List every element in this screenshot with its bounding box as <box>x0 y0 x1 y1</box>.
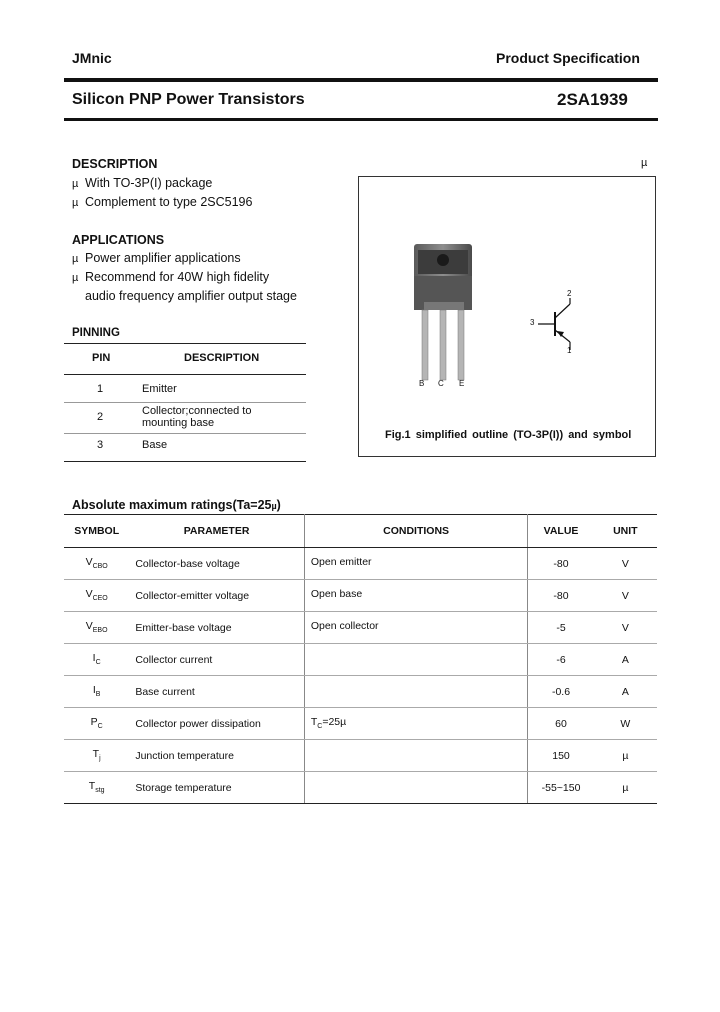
pin-description: Emitter <box>142 383 177 395</box>
bullet-icon: µ <box>72 197 79 209</box>
pinning-row <box>64 403 306 434</box>
symbol-cell: $V_{EBO}$ <box>64 612 129 644</box>
company-name: JMnic <box>72 50 112 66</box>
application-item <box>72 251 241 265</box>
pin-description-line: Collector;connected to <box>142 405 252 417</box>
pinning-table <box>64 343 306 462</box>
pinning-row <box>64 434 306 462</box>
symbol-cell: $P_C$ <box>64 708 129 740</box>
pin-number: 3 <box>97 439 104 451</box>
unit-cell: A <box>594 676 657 708</box>
figure-corner-glyph: µ <box>641 157 648 169</box>
description-text: With TO-3P(I) package <box>85 176 213 190</box>
leg-label-b: B <box>419 379 425 388</box>
lead-emitter <box>458 310 464 380</box>
value-cell: -55~150 <box>528 772 594 804</box>
conditions-cell <box>304 740 528 772</box>
symbol-pin-1: 1 <box>567 346 572 355</box>
symbol-pin-2: 2 <box>567 289 572 298</box>
ratings-table <box>64 514 657 804</box>
ratings-row <box>64 580 657 612</box>
conditions-cell <box>304 676 528 708</box>
ratings-row <box>64 676 657 708</box>
product-title: Silicon PNP Power Transistors <box>72 91 305 108</box>
package-foot <box>424 302 464 310</box>
value-cell: -80 <box>528 580 594 612</box>
application-text: Recommend for 40W high fidelity <box>85 270 270 284</box>
lead-base <box>422 310 428 380</box>
ratings-title <box>72 498 281 512</box>
pin-description-header: DESCRIPTION <box>184 352 260 364</box>
value-cell: -80 <box>528 548 594 580</box>
symbol-pin-3: 3 <box>530 318 535 327</box>
application-text: audio frequency amplifier output stage <box>85 289 297 303</box>
pinning-header-row <box>64 343 306 375</box>
unit-cell: V <box>594 612 657 644</box>
applications-heading: APPLICATIONS <box>72 233 165 247</box>
unit-cell: µ <box>594 740 657 772</box>
leg-label-e: E <box>459 379 465 388</box>
lead-collector <box>440 310 446 380</box>
ratings-row <box>64 644 657 676</box>
application-item <box>72 270 269 284</box>
conditions-cell <box>304 772 528 804</box>
unit-cell: V <box>594 548 657 580</box>
symbol-cell: $V_{CBO}$ <box>64 548 129 580</box>
pnp-transistor-symbol <box>538 298 578 350</box>
parameter-cell: Emitter-base voltage <box>129 612 304 644</box>
value-column-header: VALUE <box>528 515 594 548</box>
description-heading: DESCRIPTION <box>72 157 158 171</box>
pin-description: Base <box>142 439 168 451</box>
unit-cell: W <box>594 708 657 740</box>
conditions-cell <box>304 644 528 676</box>
unit-column-header: UNIT <box>594 515 657 548</box>
parameter-cell: Collector-base voltage <box>129 548 304 580</box>
parameter-cell: Storage temperature <box>129 772 304 804</box>
degree-celsius-glyph: µ <box>271 501 277 511</box>
conditions-cell: $T_C=25\mu$ <box>304 708 528 740</box>
ratings-row <box>64 612 657 644</box>
to3p-package-outline <box>400 236 490 394</box>
conditions-cell: Open collector <box>304 612 528 644</box>
application-text: Power amplifier applications <box>85 251 241 265</box>
ratings-row <box>64 772 657 804</box>
pinning-row <box>64 375 306 403</box>
pin-column-header: PIN <box>92 352 111 364</box>
header-rule-top <box>64 78 658 82</box>
figure-caption: Fig.1 simplified outline (TO-3P(I)) and symbol <box>385 429 632 441</box>
parameter-cell: Collector current <box>129 644 304 676</box>
symbol-cell: $T_{stg}$ <box>64 772 129 804</box>
symbol-cell: $T_j$ <box>64 740 129 772</box>
value-cell: 150 <box>528 740 594 772</box>
conditions-cell: Open base <box>304 580 528 612</box>
application-item-continued <box>85 289 297 303</box>
pin-description-line: mounting base <box>142 417 215 429</box>
ratings-title-close: ) <box>276 498 281 512</box>
description-item <box>72 176 212 190</box>
leg-label-c: C <box>438 379 444 388</box>
mounting-hole <box>437 254 449 266</box>
bullet-icon: µ <box>72 253 79 265</box>
value-cell: -6 <box>528 644 594 676</box>
part-number: 2SA1939 <box>557 90 628 109</box>
unit-cell: V <box>594 580 657 612</box>
conditions-column-header: CONDITIONS <box>304 515 528 548</box>
symbol-cell: $I_C$ <box>64 644 129 676</box>
value-cell: -5 <box>528 612 594 644</box>
pin-number: 1 <box>97 383 104 395</box>
value-cell: 60 <box>528 708 594 740</box>
value-cell: -0.6 <box>528 676 594 708</box>
unit-cell: A <box>594 644 657 676</box>
parameter-column-header: PARAMETER <box>129 515 304 548</box>
description-text: Complement to type 2SC5196 <box>85 195 253 209</box>
pinning-heading: PINNING <box>72 327 120 339</box>
parameter-cell: Collector-emitter voltage <box>129 580 304 612</box>
parameter-cell: Junction temperature <box>129 740 304 772</box>
bullet-icon: µ <box>72 178 79 190</box>
parameter-cell: Collector power dissipation <box>129 708 304 740</box>
pin-number: 2 <box>97 411 104 423</box>
ratings-row <box>64 740 657 772</box>
symbol-column-header: SYMBOL <box>64 515 129 548</box>
unit-cell: µ <box>594 772 657 804</box>
bullet-icon: µ <box>72 272 79 284</box>
conditions-cell: Open emitter <box>304 548 528 580</box>
ratings-row <box>64 708 657 740</box>
symbol-cell: $I_B$ <box>64 676 129 708</box>
description-item <box>72 195 252 209</box>
ratings-row <box>64 548 657 580</box>
ratings-header-row <box>64 515 657 548</box>
pin-description <box>142 405 251 429</box>
parameter-cell: Base current <box>129 676 304 708</box>
ratings-title-text: Absolute maximum ratings(Ta=25 <box>72 498 272 512</box>
document-type: Product Specification <box>496 50 640 66</box>
symbol-cell: $V_{CEO}$ <box>64 580 129 612</box>
header-rule-bottom <box>64 118 658 121</box>
